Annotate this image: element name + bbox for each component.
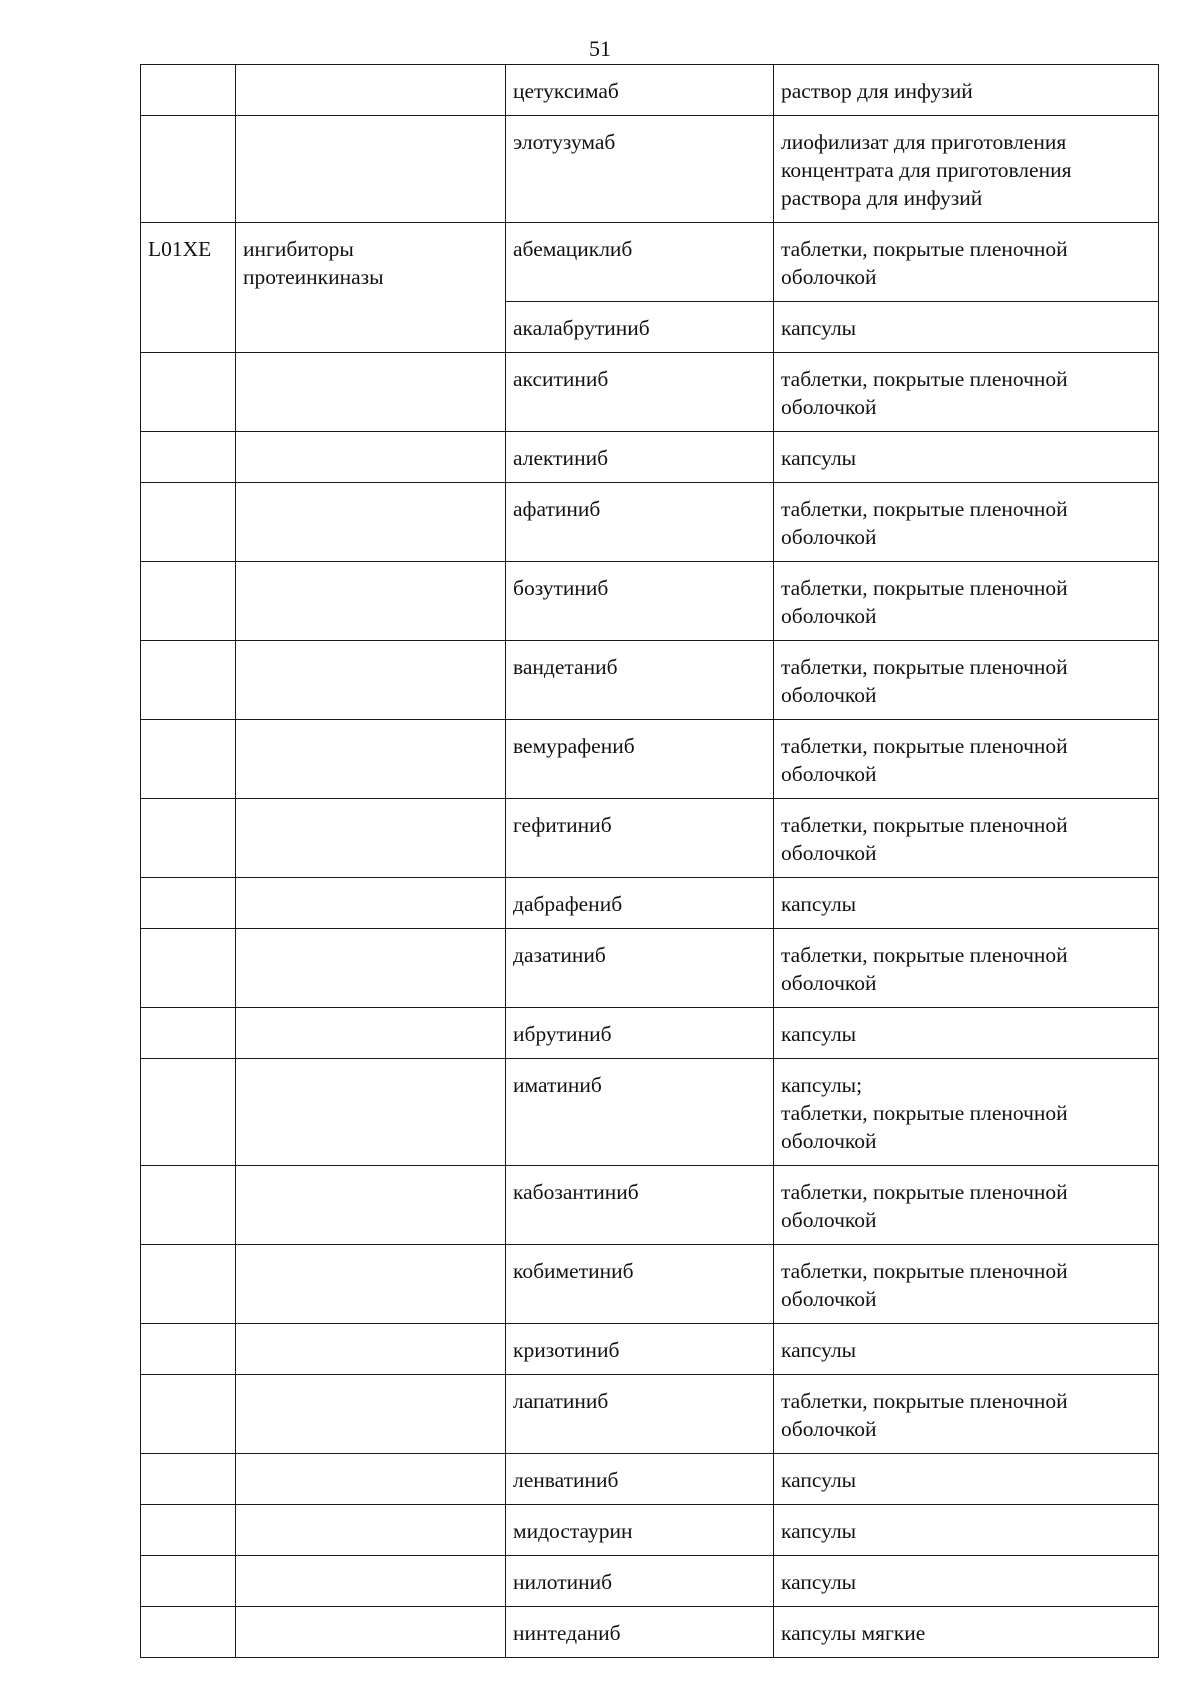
dosage-form-line: капсулы [781,1519,857,1543]
atc-code-cell [141,353,236,432]
dosage-form-cell [774,1008,1159,1059]
dosage-form-line: капсулы [781,446,857,470]
drug-name-cell [506,302,774,353]
drug-name: гефитиниб [513,813,612,837]
atc-code-cell [141,562,236,641]
atc-group-name: ингибиторы [243,237,354,261]
drug-name-cell [506,65,774,116]
dosage-form-cell [774,878,1159,929]
atc-code-cell [141,116,236,223]
table-row [141,1454,1159,1505]
table-row [141,432,1159,483]
atc-code-cell [141,1166,236,1245]
dosage-form-cell [774,1324,1159,1375]
dosage-form-line: оболочкой [781,683,877,707]
dosage-form-line: оболочкой [781,1208,877,1232]
dosage-form-line: капсулы [781,1338,857,1362]
dosage-form-line: таблетки, покрытые пленочной [781,813,1068,837]
dosage-form-line: капсулы [781,316,857,340]
dosage-form-line: лиофилизат для приготовления [781,130,1067,154]
dosage-form-line: таблетки, покрытые пленочной [781,1101,1068,1125]
table-row [141,353,1159,432]
dosage-form-cell [774,1166,1159,1245]
atc-group-name-cell [236,1008,506,1059]
table-row [141,878,1159,929]
drug-name-cell [506,1166,774,1245]
dosage-form-line: таблетки, покрытые пленочной [781,1259,1068,1283]
dosage-form-line: капсулы; [781,1073,863,1097]
atc-group-name-cell [236,483,506,562]
dosage-form-cell [774,1375,1159,1454]
dosage-form-line: капсулы [781,1570,857,1594]
table-row [141,929,1159,1008]
drug-name-cell [506,1607,774,1658]
atc-group-name-cell [236,1166,506,1245]
drug-name-cell [506,1505,774,1556]
drug-name: нилотиниб [513,1570,613,1594]
drug-name: алектиниб [513,446,609,470]
atc-code: L01XE [148,237,212,261]
dosage-form-cell [774,432,1159,483]
drug-name-cell [506,1059,774,1166]
drug-name-cell [506,799,774,878]
dosage-form-cell [774,1505,1159,1556]
table-row [141,1166,1159,1245]
drug-name-cell [506,1556,774,1607]
drug-name: бозутиниб [513,576,609,600]
atc-group-name-cell [236,1059,506,1166]
dosage-form-cell [774,562,1159,641]
dosage-form-cell [774,720,1159,799]
table-row [141,116,1159,223]
atc-code-cell [141,720,236,799]
dosage-form-line: таблетки, покрытые пленочной [781,1389,1068,1413]
table-row [141,1505,1159,1556]
dosage-form-line: оболочкой [781,265,877,289]
drug-name: акситиниб [513,367,609,391]
table-row [141,1008,1159,1059]
drug-name: ибрутиниб [513,1022,612,1046]
table-body [141,65,1159,1658]
dosage-form-cell [774,1607,1159,1658]
table-row [141,1607,1159,1658]
atc-code-cell [141,1375,236,1454]
drug-name-cell [506,116,774,223]
atc-group-name-cell [236,562,506,641]
dosage-form-line: оболочкой [781,1287,877,1311]
drug-name-cell [506,562,774,641]
dosage-form-line: оболочкой [781,762,877,786]
dosage-form-cell [774,1245,1159,1324]
dosage-form-line: раствор для инфузий [781,79,973,103]
dosage-form-cell [774,353,1159,432]
drug-name-cell [506,929,774,1008]
table-row [141,641,1159,720]
drug-name-cell [506,1008,774,1059]
atc-code-cell [141,929,236,1008]
atc-code-cell [141,1245,236,1324]
dosage-form-line: оболочкой [781,971,877,995]
dosage-form-line: оболочкой [781,604,877,628]
dosage-form-line: оболочкой [781,841,877,865]
atc-group-name-cell [236,1245,506,1324]
dosage-form-line: концентрата для приготовления [781,158,1072,182]
drug-name: лапатиниб [513,1389,609,1413]
dosage-form-line: таблетки, покрытые пленочной [781,655,1068,679]
atc-group-name-cell [236,929,506,1008]
atc-group-name-cell [236,223,506,353]
drug-name-cell [506,353,774,432]
dosage-form-cell [774,65,1159,116]
dosage-form-cell [774,1059,1159,1166]
dosage-form-line: таблетки, покрытые пленочной [781,1180,1068,1204]
atc-group-name-cell [236,1454,506,1505]
drug-name-cell [506,1375,774,1454]
atc-group-name-cell [236,1375,506,1454]
atc-code-cell [141,641,236,720]
dosage-form-line: раствора для инфузий [781,186,983,210]
dosage-form-cell [774,929,1159,1008]
drug-name-cell [506,641,774,720]
drug-name-cell [506,720,774,799]
atc-group-name-cell [236,1505,506,1556]
dosage-form-cell [774,483,1159,562]
drug-name: цетуксимаб [513,79,619,103]
atc-code-cell [141,1008,236,1059]
drug-name: вандетаниб [513,655,618,679]
dosage-form-cell [774,302,1159,353]
table-row [141,799,1159,878]
atc-group-name: протеинкиназы [243,265,384,289]
drug-name: дабрафениб [513,892,623,916]
dosage-form-line: капсулы мягкие [781,1621,926,1645]
table-row [141,720,1159,799]
drug-name-cell [506,1324,774,1375]
drug-name: мидостаурин [513,1519,633,1543]
drug-name: афатиниб [513,497,601,521]
table-row [141,1245,1159,1324]
drug-name: кризотиниб [513,1338,620,1362]
page-number: 51 [589,36,611,61]
drug-name: вемурафениб [513,734,635,758]
table-row [141,1556,1159,1607]
dosage-form-line: таблетки, покрытые пленочной [781,367,1068,391]
atc-group-name-cell [236,720,506,799]
dosage-form-line: таблетки, покрытые пленочной [781,576,1068,600]
atc-group-name-cell [236,65,506,116]
dosage-form-cell [774,1556,1159,1607]
dosage-form-line: таблетки, покрытые пленочной [781,497,1068,521]
drug-name-cell [506,1454,774,1505]
drug-list-table [140,64,1159,1658]
dosage-form-line: капсулы [781,1468,857,1492]
atc-group-name-cell [236,1607,506,1658]
drug-name: абемациклиб [513,237,633,261]
atc-group-name-cell [236,432,506,483]
atc-code-cell [141,1556,236,1607]
atc-code-cell [141,1324,236,1375]
drug-name: ленватиниб [513,1468,619,1492]
drug-name: дазатиниб [513,943,606,967]
drug-name-cell [506,432,774,483]
atc-group-name-cell [236,116,506,223]
drug-name: кобиметиниб [513,1259,634,1283]
drug-name-cell [506,223,774,302]
drug-name-cell [506,1245,774,1324]
atc-code-cell [141,799,236,878]
atc-group-name-cell [236,878,506,929]
atc-code-cell [141,878,236,929]
drug-name: акалабрутиниб [513,316,650,340]
drug-name: нинтеданиб [513,1621,621,1645]
dosage-form-cell [774,223,1159,302]
dosage-form-line: таблетки, покрытые пленочной [781,734,1068,758]
drug-name: иматиниб [513,1073,602,1097]
table-row [141,1375,1159,1454]
dosage-form-line: оболочкой [781,525,877,549]
drug-name: кабозантиниб [513,1180,639,1204]
dosage-form-line: оболочкой [781,1417,877,1441]
table-row [141,223,1159,302]
drug-name-cell [506,483,774,562]
drug-name: элотузумаб [513,130,616,154]
dosage-form-line: таблетки, покрытые пленочной [781,943,1068,967]
dosage-form-cell [774,641,1159,720]
table-row [141,1059,1159,1166]
dosage-form-line: таблетки, покрытые пленочной [781,237,1068,261]
atc-code-cell [141,432,236,483]
atc-group-name-cell [236,799,506,878]
table-row [141,1324,1159,1375]
dosage-form-cell [774,799,1159,878]
atc-group-name-cell [236,1556,506,1607]
dosage-form-cell [774,1454,1159,1505]
dosage-form-line: капсулы [781,892,857,916]
atc-code-cell [141,1454,236,1505]
atc-group-name-cell [236,641,506,720]
atc-code-cell [141,1607,236,1658]
atc-code-cell [141,1505,236,1556]
atc-code-cell [141,483,236,562]
table-row [141,562,1159,641]
table-row [141,483,1159,562]
dosage-form-line: капсулы [781,1022,857,1046]
atc-code-cell [141,223,236,353]
atc-code-cell [141,65,236,116]
atc-group-name-cell [236,1324,506,1375]
dosage-form-line: оболочкой [781,1129,877,1153]
drug-name-cell [506,878,774,929]
atc-code-cell [141,1059,236,1166]
dosage-form-line: оболочкой [781,395,877,419]
atc-group-name-cell [236,353,506,432]
table-row [141,65,1159,116]
dosage-form-cell [774,116,1159,223]
